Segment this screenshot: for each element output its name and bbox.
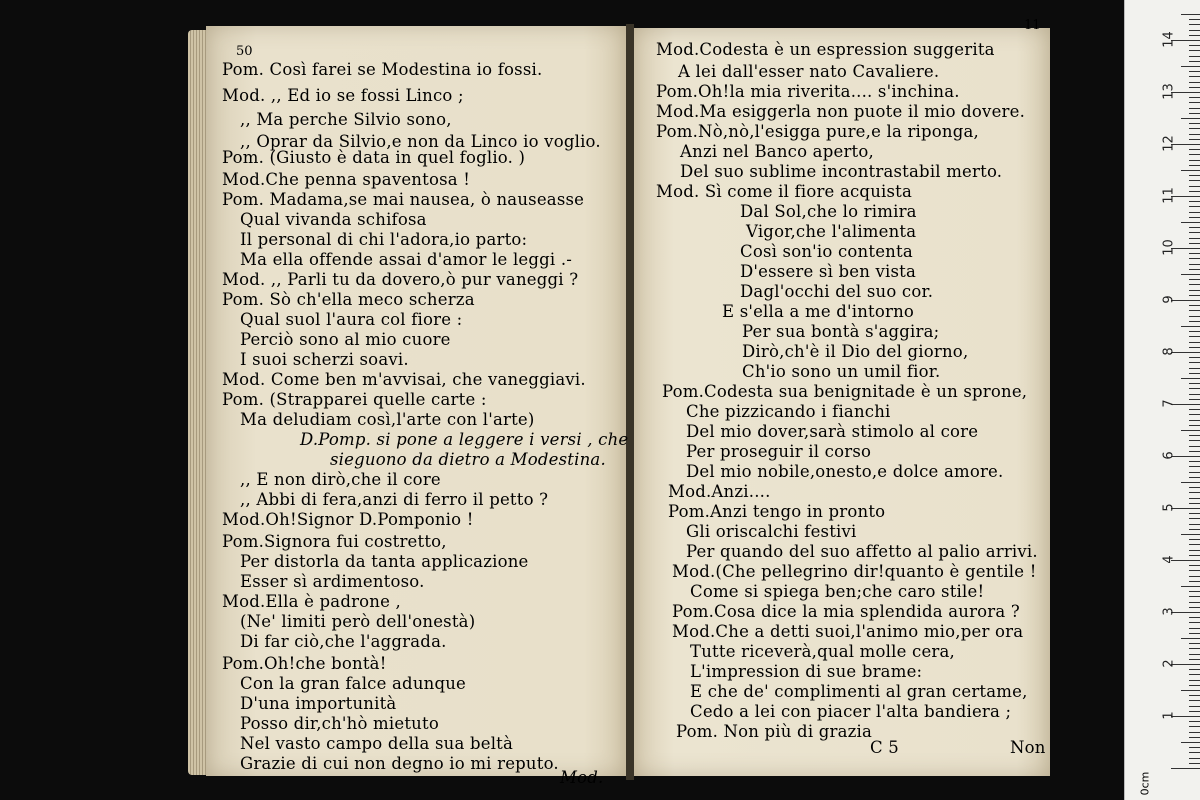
- ruler-tick: [1189, 217, 1200, 218]
- ruler-tick: [1189, 420, 1200, 421]
- left-text-line: Mod. ,, Parli tu da dovero,ò pur vaneggi ?: [222, 270, 579, 289]
- ruler-tick: [1189, 24, 1200, 25]
- left-text-line: Pom. Madama,se mai nausea, ò nauseasse: [222, 190, 585, 209]
- ruler-tick: [1189, 175, 1200, 176]
- left-text-line: Perciò sono al mio cuore: [240, 330, 451, 349]
- ruler-tick: [1189, 451, 1200, 452]
- ruler-tick: [1189, 461, 1200, 462]
- ruler-tick: [1181, 638, 1200, 639]
- ruler-tick: [1189, 685, 1200, 686]
- right-page-number: 11: [1024, 18, 1041, 33]
- ruler-tick: [1189, 160, 1200, 161]
- right-text-line: Come si spiega ben;che caro stile!: [690, 582, 985, 601]
- ruler-tick: [1189, 487, 1200, 488]
- ruler-tick: [1189, 659, 1200, 660]
- ruler-tick: [1189, 128, 1200, 129]
- ruler-tick: [1189, 711, 1200, 712]
- ruler-tick: [1189, 466, 1200, 467]
- right-text-line: Mod.Che a detti suoi,l'animo mio,per ora: [672, 622, 1024, 641]
- ruler-tick: [1189, 747, 1200, 748]
- ruler-number: 8: [1161, 347, 1177, 356]
- ruler-tick: [1189, 113, 1200, 114]
- left-page-number: 50: [236, 44, 253, 59]
- ruler-tick: [1189, 227, 1200, 228]
- ruler-tick: [1189, 763, 1200, 764]
- ruler-tick: [1189, 321, 1200, 322]
- ruler-tick: [1189, 206, 1200, 207]
- right-text-line: Dirò,ch'è il Dio del giorno,: [742, 342, 969, 361]
- ruler-tick: [1189, 357, 1200, 358]
- right-text-line: Dal Sol,che lo rimira: [740, 202, 917, 221]
- ruler-tick: [1189, 414, 1200, 415]
- left-text-line: Pom. (Strapparei quelle carte :: [222, 390, 487, 409]
- right-text-line: C 5: [870, 738, 899, 757]
- ruler-tick: [1189, 648, 1200, 649]
- ruler-tick: [1189, 695, 1200, 696]
- ruler-tick: [1189, 19, 1200, 20]
- ruler-tick: [1189, 253, 1200, 254]
- ruler-tick: [1189, 284, 1200, 285]
- ruler-tick: [1189, 30, 1200, 31]
- ruler-tick: [1189, 212, 1200, 213]
- right-text-line: Mod.(Che pellegrino dir!quanto è gentile !: [672, 562, 1037, 581]
- right-text-line: Pom.Nò,nò,l'esigga pure,e la riponga,: [656, 122, 979, 141]
- right-text-line: Mod.Anzi....: [668, 482, 771, 501]
- ruler-tick: [1189, 71, 1200, 72]
- left-text-line: Pom.Oh!che bontà!: [222, 654, 387, 673]
- right-text-line: Per sua bontà s'aggira;: [742, 322, 940, 341]
- left-text-line: Qual suol l'aura col fiore :: [240, 310, 463, 329]
- ruler-tick: [1189, 726, 1200, 727]
- ruler-tick: [1189, 149, 1200, 150]
- ruler-tick: [1189, 342, 1200, 343]
- ruler-tick: [1189, 305, 1200, 306]
- ruler-tick: [1189, 201, 1200, 202]
- ruler-tick: [1189, 61, 1200, 62]
- ruler-number: 2: [1161, 659, 1177, 668]
- ruler-tick: [1189, 477, 1200, 478]
- left-text-line: Di far ciò,che l'aggrada.: [240, 632, 447, 651]
- ruler-tick: [1189, 165, 1200, 166]
- ruler-tick: [1189, 492, 1200, 493]
- ruler-tick: [1189, 154, 1200, 155]
- ruler-tick: [1189, 550, 1200, 551]
- left-text-line: Ma ella offende assai d'amor le leggi .-: [240, 250, 573, 269]
- left-text-line: ,, Abbi di fera,anzi di ferro il petto ?: [240, 490, 549, 509]
- ruler-tick: [1181, 378, 1200, 379]
- ruler-tick: [1189, 316, 1200, 317]
- ruler-tick: [1189, 669, 1200, 670]
- ruler-unit-label: 0cm: [1138, 771, 1152, 796]
- ruler-tick: [1189, 518, 1200, 519]
- right-text-line: D'essere sì ben vista: [740, 262, 917, 281]
- left-text-line: Mod. Come ben m'avvisai, che vaneggiavi.: [222, 370, 586, 389]
- ruler-number: 13: [1161, 83, 1177, 100]
- left-text-line: Ma deludiam così,l'arte con l'arte): [240, 410, 535, 429]
- right-text-line: Così son'io contenta: [740, 242, 913, 261]
- ruler-tick: [1189, 336, 1200, 337]
- ruler-tick: [1189, 737, 1200, 738]
- left-text-line: Qual vivanda schifosa: [240, 210, 427, 229]
- ruler-tick: [1189, 102, 1200, 103]
- right-text-line: L'impression di sue brame:: [690, 662, 923, 681]
- ruler-tick: [1181, 274, 1200, 275]
- ruler-tick: [1189, 76, 1200, 77]
- ruler-tick: [1181, 118, 1200, 119]
- ruler-tick: [1189, 529, 1200, 530]
- right-text-line: Mod.Codesta è un espression suggerita: [656, 40, 995, 59]
- ruler-tick: [1189, 721, 1200, 722]
- ruler-tick: [1189, 591, 1200, 592]
- ruler-tick: [1189, 498, 1200, 499]
- ruler-tick: [1181, 326, 1200, 327]
- ruler-tick: [1181, 170, 1200, 171]
- right-text-line: E che de' complimenti al gran certame,: [690, 682, 1028, 701]
- ruler-tick: [1189, 758, 1200, 759]
- ruler-tick: [1189, 622, 1200, 623]
- ruler-tick: [1189, 628, 1200, 629]
- right-text-line: Mod.Ma esiggerla non puote il mio dovere.: [656, 102, 1026, 121]
- ruler-tick: [1189, 539, 1200, 540]
- ruler-tick: [1189, 134, 1200, 135]
- ruler-number: 1: [1161, 711, 1177, 720]
- left-text-line: D'una importunità: [240, 694, 397, 713]
- right-text-line: Non: [1010, 738, 1046, 757]
- ruler-number: 9: [1161, 295, 1177, 304]
- ruler-tick: [1189, 524, 1200, 525]
- ruler-tick: [1181, 690, 1200, 691]
- right-text-line: Anzi nel Banco aperto,: [680, 142, 874, 161]
- ruler-tick: [1189, 472, 1200, 473]
- right-text-line: Cedo a lei con piacer l'alta bandiera ;: [690, 702, 1012, 721]
- ruler-tick: [1189, 440, 1200, 441]
- ruler-tick: [1189, 310, 1200, 311]
- right-text-line: Che pizzicando i fianchi: [686, 402, 891, 421]
- right-text-line: A lei dall'esser nato Cavaliere.: [678, 62, 940, 81]
- right-text-line: Tutte riceverà,qual molle cera,: [690, 642, 955, 661]
- measurement-ruler: [1124, 0, 1200, 800]
- right-text-line: Vigor,che l'alimenta: [746, 222, 917, 241]
- right-text-line: Gli oriscalchi festivi: [686, 522, 857, 541]
- right-text-line: Pom.Oh!la mia riverita.... s'inchina.: [656, 82, 960, 101]
- right-text-line: Pom.Anzi tengo in pronto: [668, 502, 886, 521]
- ruler-tick: [1189, 544, 1200, 545]
- left-text-line: Mod.Oh!Signor D.Pomponio !: [222, 510, 474, 529]
- left-text-line: Mod.Che penna spaventosa !: [222, 170, 471, 189]
- left-text-line: Posso dir,ch'hò mietuto: [240, 714, 439, 733]
- ruler-tick: [1189, 362, 1200, 363]
- ruler-tick: [1181, 534, 1200, 535]
- ruler-tick: [1189, 565, 1200, 566]
- ruler-tick: [1181, 222, 1200, 223]
- ruler-tick: [1189, 243, 1200, 244]
- ruler-tick: [1189, 383, 1200, 384]
- left-text-line: Il personal di chi l'adora,io parto:: [240, 230, 528, 249]
- right-text-line: Del suo sublime incontrastabil merto.: [680, 162, 1003, 181]
- ruler-tick: [1189, 238, 1200, 239]
- left-text-line: Nel vasto campo della sua beltà: [240, 734, 514, 753]
- left-text-line: Pom. Sò ch'ella meco scherza: [222, 290, 475, 309]
- ruler-tick: [1189, 706, 1200, 707]
- left-text-line: Pom.Signora fui costretto,: [222, 532, 447, 551]
- ruler-tick: [1189, 258, 1200, 259]
- ruler-tick: [1189, 680, 1200, 681]
- ruler-tick: [1181, 586, 1200, 587]
- left-text-line: Mod.Ella è padrone ,: [222, 592, 401, 611]
- ruler-tick: [1189, 607, 1200, 608]
- ruler-number: 3: [1161, 607, 1177, 616]
- left-text-line: ,, Ma perche Silvio sono,: [240, 110, 452, 129]
- right-text-line: Mod. Sì come il fiore acquista: [656, 182, 913, 201]
- right-text-line: E s'ella a me d'intorno: [722, 302, 915, 321]
- ruler-tick: [1189, 108, 1200, 109]
- ruler-tick: [1189, 732, 1200, 733]
- left-text-line: Con la gran falce adunque: [240, 674, 467, 693]
- ruler-tick: [1189, 581, 1200, 582]
- ruler-number: 6: [1161, 451, 1177, 460]
- ruler-tick: [1189, 87, 1200, 88]
- right-text-line: Per quando del suo affetto al palio arrivi.: [686, 542, 1038, 561]
- ruler-tick: [1189, 435, 1200, 436]
- ruler-tick: [1189, 388, 1200, 389]
- ruler-tick: [1189, 513, 1200, 514]
- ruler-tick: [1181, 14, 1200, 15]
- ruler-tick: [1189, 56, 1200, 57]
- ruler-tick: [1189, 290, 1200, 291]
- ruler-tick: [1189, 752, 1200, 753]
- ruler-tick: [1189, 82, 1200, 83]
- ruler-tick: [1189, 50, 1200, 51]
- ruler-tick: [1189, 232, 1200, 233]
- ruler-tick: [1189, 139, 1200, 140]
- left-text-line: (Ne' limiti però dell'onestà): [240, 612, 476, 631]
- ruler-tick: [1189, 399, 1200, 400]
- ruler-tick: [1189, 555, 1200, 556]
- ruler-tick: [1189, 446, 1200, 447]
- left-text-line: I suoi scherzi soavi.: [240, 350, 409, 369]
- ruler-tick: [1189, 643, 1200, 644]
- ruler-number: 14: [1161, 31, 1177, 48]
- left-text-line: Pom. (Giusto è data in quel foglio. ): [222, 148, 526, 167]
- ruler-tick: [1189, 394, 1200, 395]
- ruler-tick: [1189, 633, 1200, 634]
- ruler-tick: [1181, 66, 1200, 67]
- left-text-line: ,, E non dirò,che il core: [240, 470, 441, 489]
- left-text-line: D.Pomp. si pone a leggere i versi , che: [300, 430, 629, 449]
- left-text-line: Mod. ,, Ed io se fossi Linco ;: [222, 86, 464, 105]
- left-text-line: Grazie di cui non degno io mi reputo.: [240, 754, 559, 773]
- left-text-line: ,, Oprar da Silvio,e non da Linco io voglio.: [240, 132, 601, 151]
- book-gutter: [626, 24, 634, 780]
- ruler-tick: [1189, 373, 1200, 374]
- left-text-line: sieguono da dietro a Modestina.: [330, 450, 606, 469]
- ruler-tick: [1189, 97, 1200, 98]
- ruler-tick: [1189, 368, 1200, 369]
- ruler-tick: [1189, 617, 1200, 618]
- ruler-tick: [1189, 279, 1200, 280]
- ruler-tick: [1189, 409, 1200, 410]
- ruler-tick: [1189, 331, 1200, 332]
- right-text-line: Pom.Cosa dice la mia splendida aurora ?: [672, 602, 1020, 621]
- ruler-tick: [1181, 482, 1200, 483]
- right-text-line: Per proseguir il corso: [686, 442, 872, 461]
- left-text-line: Esser sì ardimentoso.: [240, 572, 425, 591]
- ruler-tick: [1189, 180, 1200, 181]
- ruler-tick: [1189, 425, 1200, 426]
- ruler-number: 11: [1161, 187, 1177, 204]
- ruler-tick: [1189, 295, 1200, 296]
- right-text-line: Ch'io sono un umil fior.: [742, 362, 941, 381]
- right-text-line: Dagl'occhi del suo cor.: [740, 282, 934, 301]
- right-text-line: Pom.Codesta sua benignitade è un sprone,: [662, 382, 1028, 401]
- left-text-line: Mod.: [560, 768, 604, 787]
- ruler-tick: [1189, 45, 1200, 46]
- ruler-number: 10: [1161, 239, 1177, 256]
- ruler-tick: [1189, 347, 1200, 348]
- book-edges: [188, 30, 208, 775]
- ruler-tick: [1189, 35, 1200, 36]
- ruler-tick: [1189, 602, 1200, 603]
- ruler-tick: [1189, 191, 1200, 192]
- ruler-tick: [1171, 768, 1200, 769]
- right-text-line: Del mio nobile,onesto,e dolce amore.: [686, 462, 1004, 481]
- ruler-tick: [1189, 269, 1200, 270]
- ruler-tick: [1189, 570, 1200, 571]
- ruler-tick: [1189, 186, 1200, 187]
- ruler-number: 5: [1161, 503, 1177, 512]
- ruler-tick: [1189, 654, 1200, 655]
- ruler-number: 7: [1161, 399, 1177, 408]
- left-text-line: Pom. Così farei se Modestina io fossi.: [222, 60, 543, 79]
- ruler-tick: [1189, 264, 1200, 265]
- ruler-tick: [1189, 123, 1200, 124]
- ruler-number: 12: [1161, 135, 1177, 152]
- left-text-line: Per distorla da tanta applicazione: [240, 552, 529, 571]
- ruler-tick: [1181, 430, 1200, 431]
- ruler-number: 4: [1161, 555, 1177, 564]
- ruler-tick: [1189, 700, 1200, 701]
- ruler-tick: [1189, 674, 1200, 675]
- ruler-tick: [1189, 576, 1200, 577]
- ruler-tick: [1181, 742, 1200, 743]
- right-text-line: Del mio dover,sarà stimolo al core: [686, 422, 979, 441]
- ruler-tick: [1189, 596, 1200, 597]
- right-text-line: Pom. Non più di grazia: [676, 722, 873, 741]
- ruler-tick: [1189, 503, 1200, 504]
